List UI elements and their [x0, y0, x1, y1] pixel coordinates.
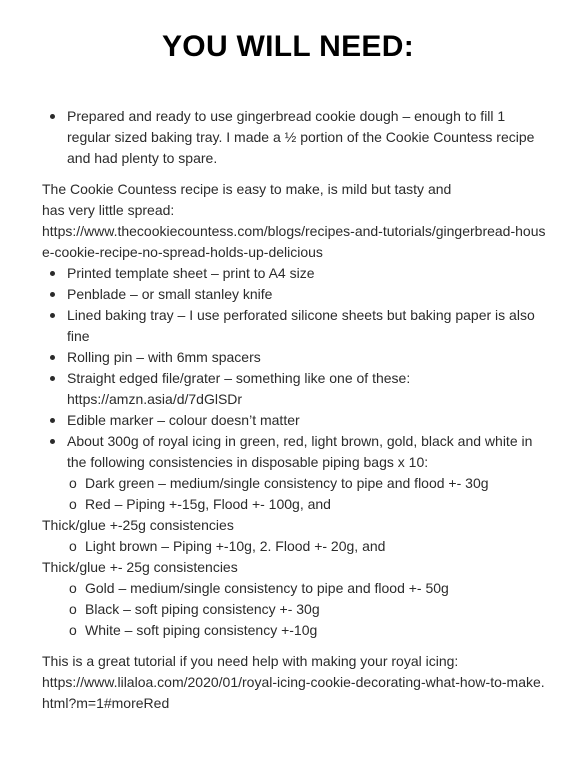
sub-item-light-brown: o Light brown – Piping +-10g, 2. Flood +- 20g, and	[42, 536, 547, 557]
list-item-royal-icing: About 300g of royal icing in green, red, light brown, gold, black and white in the following consistencies in disposable piping bags x 10:	[42, 431, 547, 473]
sub-item-gold: o Gold – medium/single consistency to pipe and flood +- 50g	[42, 578, 547, 599]
recipe-link[interactable]: https://www.thecookiecountess.com/blogs/recipes-and-tutorials/gingerbread-house-cookie-recipe-no-spread-holds-up-delicious	[42, 223, 546, 260]
bullet-list-top	[42, 106, 547, 169]
tutorial-link[interactable]: https://www.lilaloa.com/2020/01/royal-icing-cookie-decorating-what-how-to-make.html?m=1#moreRed	[42, 674, 545, 711]
content-body	[42, 106, 547, 714]
list-item-penblade: Penblade – or small stanley knife	[42, 284, 547, 305]
sub-item-dark-green: o Dark green – medium/single consistency to pipe and flood +- 30g	[42, 473, 547, 494]
page-title: YOU WILL NEED:	[162, 30, 414, 63]
list-item-baking-tray: Lined baking tray – I use perforated silicone sheets but baking paper is also fine	[42, 305, 547, 347]
sub-list-colours-1	[42, 473, 547, 515]
list-item-dough: Prepared and ready to use gingerbread cookie dough – enough to fill 1 regular sized baking tray. I made a ½ portion of the Cookie Countess recipe and had plenty to spare.	[42, 106, 547, 169]
bullet-list-main	[42, 263, 547, 473]
list-item-template: Printed template sheet – print to A4 size	[42, 263, 547, 284]
list-item-edible-marker: Edible marker – colour doesn’t matter	[42, 410, 547, 431]
recipe-line-1: The Cookie Countess recipe is easy to make, is mild but tasty and	[42, 181, 452, 197]
sub-list-colours-3	[42, 578, 547, 641]
tutorial-line-1: This is a great tutorial if you need help with making your royal icing:	[42, 653, 459, 669]
paragraph-recipe	[42, 179, 547, 263]
recipe-line-2: has very little spread:	[42, 202, 175, 218]
sub-item-white: o White – soft piping consistency +-10g	[42, 620, 547, 641]
paragraph-tutorial	[42, 651, 547, 714]
sub-item-red: o Red – Piping +-15g, Flood +- 100g, and	[42, 494, 547, 515]
list-item-rolling-pin: Rolling pin – with 6mm spacers	[42, 347, 547, 368]
sub-item-black: o Black – soft piping consistency +- 30g	[42, 599, 547, 620]
list-item-file-grater: Straight edged file/grater – something like one of these: https://amzn.asia/d/7dGlSDr	[42, 368, 547, 410]
sub-item-red-continued: Thick/glue +-25g consistencies	[42, 517, 234, 533]
sub-list-colours-2	[42, 536, 547, 557]
sub-item-light-brown-continued: Thick/glue +- 25g consistencies	[42, 559, 238, 575]
